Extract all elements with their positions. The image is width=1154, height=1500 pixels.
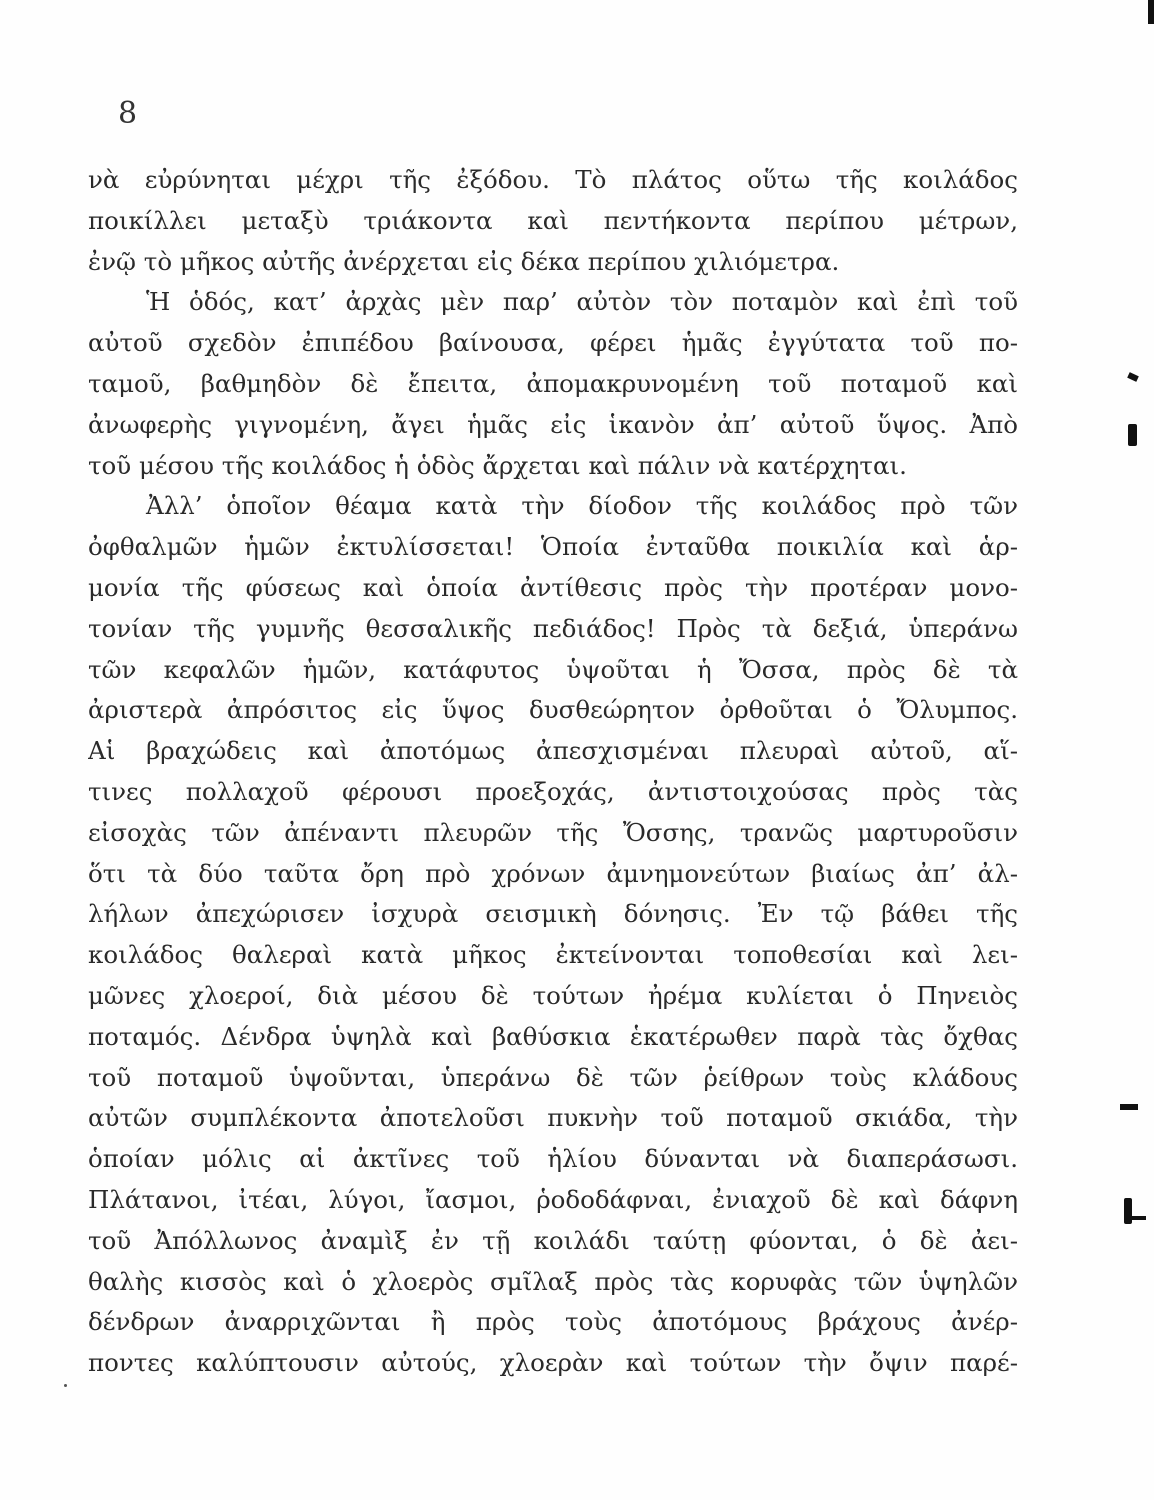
text-line: τοῦ μέσου τῆς κοιλάδος ἡ ὁδὸς ἄρχεται καὶ πάλιν νὰ κατέρχηται. <box>88 450 907 480</box>
text-line: τοῦ Ἀπόλλωνος ἀναμὶξ ἐν τῇ κοιλάδι ταύτῃ φύονται, ὁ δὲ ἀει- <box>88 1225 1018 1255</box>
text-line: θαλὴς κισσὸς καὶ ὁ χλοερὸς σμῖλαξ πρὸς τὰς κορυφὰς τῶν ὑψηλῶν <box>88 1266 1018 1296</box>
text-line: κοιλάδος θαλεραὶ κατὰ μῆκος ἐκτείνονται τοποθεσίαι καὶ λει- <box>88 940 1018 970</box>
page-number: 8 <box>118 96 138 131</box>
text-line: ταμοῦ, βαθμηδὸν δὲ ἔπειτα, ἀπομακρυνομένη τοῦ ποταμοῦ καὶ <box>88 368 1018 398</box>
text-line: ἀνωφερὴς γιγνομένη, ἄγει ἡμᾶς εἰς ἱκανὸν ἀπ’ αὐτοῦ ὕψος. Ἀπὸ <box>88 409 1018 439</box>
text-line: λήλων ἀπεχώρισεν ἰσχυρὰ σεισμικὴ δόνησις. Ἐν τῷ βάθει τῆς <box>88 899 1018 929</box>
scan-mark <box>1120 1104 1138 1110</box>
text-line: μῶνες χλοεροί, διὰ μέσου δὲ τούτων ἠρέμα κυλίεται ὁ Πηνειὸς <box>88 980 1018 1010</box>
scan-speck <box>64 1384 67 1387</box>
scan-mark <box>1148 0 1154 24</box>
text-line: ὅτι τὰ δύο ταῦτα ὄρη πρὸ χρόνων ἀμνημονεύτων βιαίως ἀπ’ ἀλ- <box>88 858 1018 888</box>
text-line: νὰ εὐρύνηται μέχρι τῆς ἐξόδου. Τὸ πλάτος οὕτω τῆς κοιλάδος <box>88 165 1018 194</box>
text-line: αὐτῶν συμπλέκοντα ἀποτελοῦσι πυκνὴν τοῦ ποταμοῦ σκιάδα, τὴν <box>88 1103 1018 1133</box>
paragraph-start-line: Ἀλλ’ ὁποῖον θέαμα κατὰ τὴν δίοδον τῆς κοιλάδος πρὸ τῶν <box>146 491 1018 521</box>
paragraph-start-line: Ἡ ὁδός, κατ’ ἀρχὰς μὲν παρ’ αὐτὸν τὸν ποταμὸν καὶ ἐπὶ τοῦ <box>146 287 1018 317</box>
text-line: εἰσοχὰς τῶν ἀπέναντι πλευρῶν τῆς Ὄσσης, τρανῶς μαρτυροῦσιν <box>88 817 1018 847</box>
text-line: ποικίλλει μεταξὺ τριάκοντα καὶ πεντήκοντα περίπου μέτρων, <box>88 205 1018 235</box>
text-line: Πλάτανοι, ἰτέαι, λύγοι, ἴασμοι, ῥοδοδάφναι, ἐνιαχοῦ δὲ καὶ δάφνη <box>88 1184 1018 1214</box>
text-line: ποταμός. Δένδρα ὑψηλὰ καὶ βαθύσκια ἑκατέρωθεν παρὰ τὰς ὄχθας <box>88 1021 1018 1051</box>
text-line: μονία τῆς φύσεως καὶ ὁποία ἀντίθεσις πρὸς τὴν προτέραν μονο- <box>88 572 1018 602</box>
text-line: ποντες καλύπτουσιν αὐτούς, χλοερὰν καὶ τούτων τὴν ὄψιν παρέ- <box>88 1348 1018 1378</box>
text-line: ὀφθαλμῶν ἡμῶν ἐκτυλίσσεται! Ὁποία ἐνταῦθα ποικιλία καὶ ἁρ- <box>88 532 1018 562</box>
text-line: ὁποίαν μόλις αἱ ἀκτῖνες τοῦ ἡλίου δύνανται νὰ διαπεράσωσι. <box>88 1144 1018 1174</box>
text-line: τινες πολλαχοῦ φέρουσι προεξοχάς, ἀντιστοιχούσας πρὸς τὰς <box>88 776 1018 806</box>
text-line: Αἱ βραχώδεις καὶ ἀποτόμως ἀπεσχισμέναι πλευραὶ αὐτοῦ, αἵ- <box>88 736 1018 766</box>
text-line: τονίαν τῆς γυμνῆς θεσσαλικῆς πεδιάδος! Πρὸς τὰ δεξιά, ὑπεράνω <box>88 613 1018 643</box>
scan-mark <box>1130 1216 1146 1220</box>
body-text <box>88 160 1018 1384</box>
text-line: τοῦ ποταμοῦ ὑψοῦνται, ὑπεράνω δὲ τῶν ῥείθρων τοὺς κλάδους <box>88 1062 1018 1092</box>
text-line: ἀριστερὰ ἀπρόσιτος εἰς ὕψος δυσθεώρητον ὀρθοῦται ὁ Ὄλυμπος. <box>88 695 1018 725</box>
scan-mark <box>1124 1198 1132 1224</box>
scan-mark <box>1127 372 1139 382</box>
text-line: ἐνῷ τὸ μῆκος αὐτῆς ἀνέρχεται εἰς δέκα περίπου χιλιόμετρα. <box>88 246 840 276</box>
scan-mark <box>1128 424 1137 446</box>
text-line: αὐτοῦ σχεδὸν ἐπιπέδου βαίνουσα, φέρει ἡμᾶς ἐγγύτατα τοῦ πο- <box>88 328 1018 358</box>
text-line: δένδρων ἀναρριχῶνται ἢ πρὸς τοὺς ἀποτόμους βράχους ἀνέρ- <box>88 1307 1018 1337</box>
text-line: τῶν κεφαλῶν ἡμῶν, κατάφυτος ὑψοῦται ἡ Ὄσσα, πρὸς δὲ τὰ <box>88 654 1018 684</box>
